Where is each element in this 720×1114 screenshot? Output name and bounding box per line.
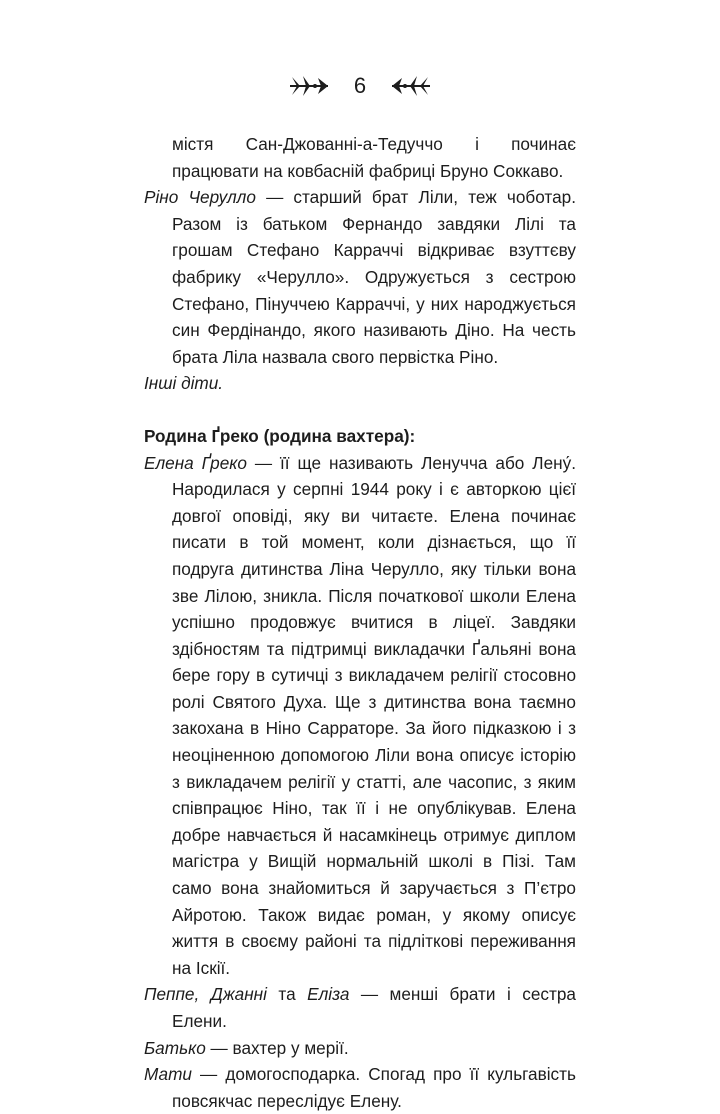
continuation-text: містя Сан-Джованні-а-Тедуччо і починає працювати на ковбасній фабриці Бруно Соккаво.	[172, 134, 576, 181]
entry-dash: —	[246, 452, 281, 473]
entry-text: вахтер у мерії.	[232, 1037, 349, 1058]
flower-branch-ornament-left-icon	[288, 71, 332, 101]
section-heading: Родина Ґреко (родина вахтера):	[144, 425, 416, 446]
entry-father	[144, 1035, 576, 1062]
entry-text: її ще називають Ленучча або Лену́. Народилася у серпні 1944 року і є авторкою цієї довгої оповіді, яку ви читаєте. Елена починає писати в той момент, коли дізнається, що її подруга дитинства Ліна Черулло, яку тільки вона зве Лілою, зникла. Після початкової школи Елена успішно продовжує вчитися в ліцеї. Завдяки здібностям та підтримці викладачки Ґальяні вона бере гору в сутичці з викладачем релігії стосовно ролі Святого Духа. Ще з дитинства вона таємно закохана в Ніно Сарраторе. За його підказкою і з неоціненною допомогою Ліли вона описує історію з викладачем релігії у статті, але часопис, з яким співпрацює Ніно, так її і не опублікував. Елена добре навчається й насамкінець отримує диплом магістра у Вищій нормальній школі в Пізі. Там само вона знайомиться й заручається з П’єтро Айротою. Також видає роман, у якому описує життя в своєму районі та підліткові переживання на Іскії.	[172, 452, 576, 978]
entry-name: Мати	[144, 1064, 192, 1085]
entry-name: Батько	[144, 1037, 206, 1058]
body-text	[144, 131, 576, 1114]
entry-separator: та	[266, 984, 308, 1005]
entry-dash: —	[191, 1064, 226, 1085]
page-header	[0, 66, 720, 106]
entry-name: Джанні	[210, 984, 267, 1005]
entry-separator: ,	[194, 984, 211, 1005]
entry-other-children	[144, 370, 576, 397]
entry-dash: —	[255, 187, 294, 208]
entry-name: Інші діти.	[144, 373, 224, 394]
entry-elena	[144, 450, 576, 982]
page-number: 6	[353, 73, 367, 98]
entry-text: менші брати і сестра Елени.	[172, 984, 576, 1031]
continuation-paragraph	[144, 131, 576, 184]
entry-siblings	[144, 981, 576, 1034]
entry-dash: —	[349, 984, 390, 1005]
entry-name: Ріно Черулло	[144, 187, 256, 208]
entry-rino	[144, 184, 576, 370]
entry-text: домогосподарка. Спогад про її кульгавість повсякчас переслідує Елену.	[172, 1064, 576, 1111]
entry-text: старший брат Ліли, теж чоботар. Разом із батьком Фернандо завдяки Лілі та грошам Стефано Карраччі відкриває взуттєву фабрику «Черулло». Одружується з сестрою Стефано, Пінуччею Карраччі, у них народжується син Фердінандо, якого називають Діно. На честь брата Ліла назвала свого первістка Ріно.	[172, 187, 576, 367]
flower-branch-ornament-right-icon	[388, 71, 432, 101]
entry-name: Пеппе	[144, 984, 195, 1005]
entry-mother	[144, 1061, 576, 1114]
entry-name: Еліза	[307, 984, 350, 1005]
entry-name: Елена Ґреко	[144, 452, 247, 473]
entry-dash: —	[205, 1037, 233, 1058]
